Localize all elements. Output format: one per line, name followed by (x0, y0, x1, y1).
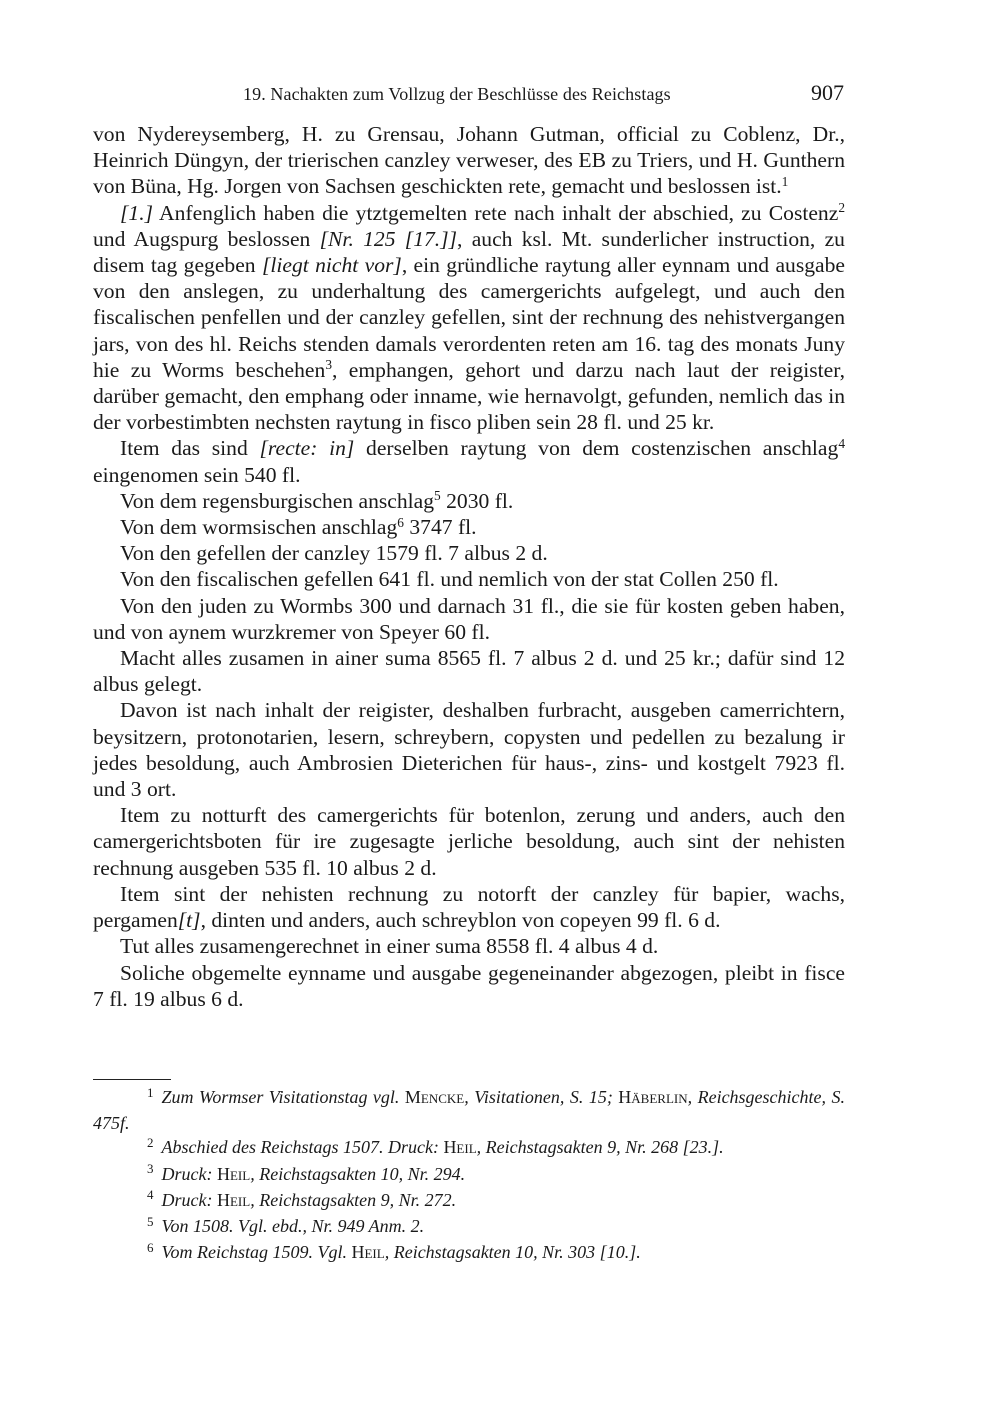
page-number: 907 (811, 80, 844, 105)
paragraph-3: Von dem regensburgischen anschlag$^5$ 2030 fl. (120, 488, 514, 513)
footnote-5: 5 Von 1508. Vgl. ebd., Nr. 949 Anm. 2. (93, 1214, 845, 1240)
paragraph-0: von Nydereysemberg, H. zu Grensau, Johann Gutman, official zu Coblenz, Dr., Heinrich Düngyn, der trierischen canzley verweser, des EB zu Triers, und H. Gunthern von Büna, Hg. Jorgen von Sachsen geschickten rete, gemacht und beslossen ist.$^1$ (93, 122, 845, 199)
footnote-4: 4 Druck: Heil, Reichstagsakten 9, Nr. 272. (93, 1188, 845, 1214)
footnote-1: 1 Zum Wormser Visitationstag vgl. Mencke, Visitationen, S. 15; Häberlin, Reichsgeschichte, S. 475f. (93, 1085, 845, 1135)
editorial-note: [liegt nicht vor] (261, 253, 402, 278)
running-head (93, 80, 844, 110)
paragraph-11: Item sint der nehisten rechnung zu notorft der canzley für bapier, wachs, pergamen[t], dinten und anders, auch schreyblon von copeyen 99 fl. 6 d. (93, 881, 845, 933)
footnote-number: 3 (147, 1161, 154, 1177)
footnote-number: 2 (147, 1134, 154, 1150)
footnote-3: 3 Druck: Heil, Reichstagsakten 10, Nr. 294. (93, 1162, 845, 1188)
footnote-number: 4 (147, 1187, 154, 1203)
footnote-6: 6 Vom Reichstag 1509. Vgl. Heil, Reichstagsakten 10, Nr. 303 [10.]. (93, 1240, 845, 1266)
footnote-number: 1 (147, 1084, 154, 1100)
paragraph-1: [1.] Anfenglich haben die ytztgemelten rete nach inhalt der abschied, zu Costenz$^2$ und Augspurg beslossen [Nr. 125 [17.]], auch ksl. Mt. sunderlicher instruction, zu disem tag gegeben [liegt nicht vor], ein gründliche raytung aller eynnam und ausgabe von den anslegen, zu underhaltung des camergerichts aufgelegt, und auch den fiscalischen penfellen und der canzley gefellen, sint der rechnung des nehistvergangen jars, von des hl. Reichs stenden damals verordenten reten am 16. tag des monats Juny hie zu Worms beschehen$^3$, emphangen, gehort und darzu nach laut der reigister, darüber gemacht, den emphang oder inname, wie hernavolgt, gefunden, nemlich das in der vorbestimbten nechsten raytung in fisco pliben sein 28 fl. und 25 kr. (93, 200, 845, 435)
section-marker: [1.] (120, 200, 154, 225)
paragraph-4: Von dem wormsischen anschlag$^6$ 3747 fl. (120, 514, 477, 540)
running-head-title: 19. Nachakten zum Vollzug der Beschlüsse des Reichstags (243, 84, 671, 104)
paragraph-8: Macht alles zusamen in ainer suma 8565 fl. 7 albus 2 d. und 25 kr.; dafür sind 12 albus gelegt. (93, 646, 845, 697)
footnote-ref-6: 6 (397, 514, 404, 530)
footnotes (93, 1085, 845, 1266)
paragraph-9: Davon ist nach inhalt der reigister, deshalben furbracht, ausgeben camerrichtern, beysitzern, protonotarien, lesern, schreybern, copysten und pedellen zu bezalung ir jedes besoldung, auch Ambrosien Dieterichen für haus-, zins- und kostgelt 7923 fl. und 3 ort. (93, 698, 845, 802)
footnote-number: 6 (147, 1239, 154, 1255)
editorial-reference: [Nr. 125 [17.]] (319, 226, 458, 251)
main-text (93, 121, 845, 1012)
footnote-ref-3: 3 (325, 357, 333, 373)
footnote-ref-1: 1 (781, 174, 789, 190)
paragraph-12: Tut alles zusamengerechnet in einer suma 8558 fl. 4 albus 4 d. (120, 934, 659, 959)
editorial-correction: [recte: in] (259, 436, 355, 461)
paragraph-2: Item das sind [recte: in] derselben raytung von dem costenzischen anschlag$^4$ eingenomen sein 540 fl. (93, 436, 845, 487)
paragraph-7: Von den juden zu Wormbs 300 und darnach 31 fl., die sie für kosten geben haben, und von aynem wurzkremer von Speyer 60 fl. (93, 593, 845, 644)
paragraph-13: Soliche obgemelte eynname und ausgabe gegeneinander abgezogen, pleibt in fisce 7 fl. 19 albus 6 d. (93, 960, 845, 1011)
paragraph-6: Von den fiscalischen gefellen 641 fl. und nemlich von der stat Collen 250 fl. (120, 567, 779, 592)
footnote-ref-2: 2 (838, 200, 845, 216)
footnote-number: 5 (147, 1213, 154, 1229)
footnote-2: 2 Abschied des Reichstags 1507. Druck: Heil, Reichstagsakten 9, Nr. 268 [23.]. (93, 1135, 845, 1161)
paragraph-10: Item zu notturft des camergerichts für botenlon, zerung und anders, auch den camergerichtsboten für ire zugesagte jerliche besoldung, auch sint der nehisten rechnung ausgeben 535 fl. 10 albus 2 d. (93, 803, 845, 880)
editorial-insertion: [t] (177, 908, 201, 933)
footnote-ref-5: 5 (434, 488, 441, 504)
paragraph-5: Von den gefellen der canzley 1579 fl. 7 albus 2 d. (120, 541, 548, 566)
footnote-ref-4: 4 (838, 436, 845, 452)
